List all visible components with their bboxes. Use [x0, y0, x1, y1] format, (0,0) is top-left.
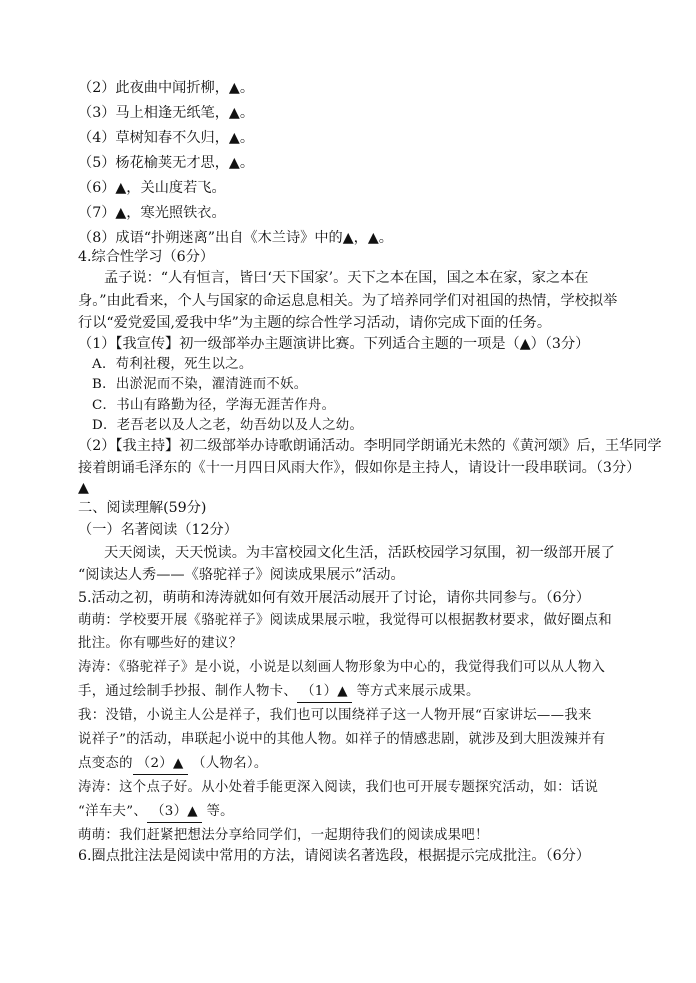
- classic-reading-heading: （一）名著阅读（12分）: [78, 522, 238, 538]
- dialogue-text: 等方式来展示成果。: [356, 684, 480, 699]
- option-c: C．书山有路勤为径，学海无涯苦作舟。: [92, 398, 336, 413]
- blank-2: （2）▲: [133, 754, 188, 775]
- dialogue-taotao-2-line-1: 涛涛：这个点子好。从小处着手能更深入阅读，我们也可开展专题探究活动，如：话说: [78, 780, 599, 795]
- poem-line-8: （8）成语“扑朔迷离”出自《木兰诗》中的▲，▲。: [78, 230, 393, 246]
- mencius-paragraph-line-1: 孟子说：“人有恒言，皆曰‘天下国家’。天下之本在国，国之本在家，家之本在: [104, 270, 589, 286]
- part-2-heading: 二、阅读理解(59分): [78, 500, 207, 516]
- dialogue-me-line-2: 说祥子”的活动，串联起小说中的其他人物。如祥子的情感悲剧，就涉及到大胆泼辣并有: [78, 732, 606, 747]
- dialogue-taotao-2-line-2: [78, 802, 234, 823]
- question-6: 6.圈点批注法是阅读中常用的方法，请阅读名著选段，根据提示完成批注。（6分）: [78, 848, 591, 864]
- reading-intro-line-1: 天天阅读，天天悦读。为丰富校园文化生活，活跃校园学习氛围，初一级部开展了: [104, 545, 615, 561]
- dialogue-text: （人物名）。: [192, 756, 268, 771]
- poem-line-4: （4）草树知春不久归，▲。: [78, 130, 255, 146]
- dialogue-mengmeng-2: 萌萌：我们赶紧把想法分享给同学们，一起期待我们的阅读成果吧！: [78, 828, 489, 843]
- blank-1: （1）▲: [297, 682, 352, 703]
- blank-3: （3）▲: [147, 802, 202, 823]
- dialogue-me-line-1: 我：没错，小说主人公是祥子，我们也可以围绕祥子这一人物开展“百家讲坛——我来: [78, 708, 592, 723]
- option-b: B．出淤泥而不染，濯清涟而不妖。: [92, 377, 308, 392]
- task-1-question: （1）【我宣传】初一级部举办主题演讲比赛。下列适合主题的一项是（▲）（3分）: [78, 336, 590, 352]
- question-5: 5.活动之初，萌萌和涛涛就如何有效开展活动展开了讨论，请你共同参与。（6分）: [78, 590, 591, 606]
- option-a: A．苟利社稷，死生以之。: [92, 357, 253, 372]
- dialogue-taotao-1-line-1: 涛涛：《骆驼祥子》是小说，小说是以刻画人物形象为中心的，我觉得我们可以从人物入: [78, 660, 606, 675]
- dialogue-me-line-3: [78, 754, 268, 775]
- dialogue-mengmeng-1-line-1: 萌萌：学校要开展《骆驼祥子》阅读成果展示啦，我觉得可以根据教材要求，做好圈点和: [78, 613, 612, 628]
- answer-mark: ▲: [78, 480, 89, 496]
- task-2-question-line-1: （2）【我主持】初二级部举办诗歌朗诵活动。李明同学朗诵光未然的《黄河颂》后，王华同学: [78, 438, 662, 454]
- poem-line-7: （7）▲，寒光照铁衣。: [78, 205, 226, 221]
- dialogue-text: 手，通过绘制手抄报、制作人物卡、: [78, 684, 298, 699]
- poem-line-5: （5）杨花榆荚无才思，▲。: [78, 155, 255, 171]
- poem-line-6: （6）▲，关山度若飞。: [78, 180, 226, 196]
- section-4-heading: 4.综合性学习（6分）: [78, 249, 215, 265]
- dialogue-taotao-1-line-2: [78, 682, 480, 703]
- dialogue-text: “洋车夫”、: [78, 804, 148, 819]
- mencius-paragraph-line-2: 身。”由此看来，个人与国家的命运息息相关。为了培养同学们对祖国的热情，学校拟举: [78, 293, 618, 309]
- dialogue-mengmeng-1-line-2: 批注。你有哪些好的建议？: [78, 636, 243, 651]
- dialogue-text: 等。: [206, 804, 234, 819]
- reading-intro-line-2: “阅读达人秀——《骆驼祥子》阅读成果展示”活动。: [78, 567, 405, 583]
- option-d: D．老吾老以及人之老，幼吾幼以及人之幼。: [92, 418, 364, 433]
- poem-line-2: （2）此夜曲中闻折柳，▲。: [78, 80, 255, 96]
- task-2-question-line-2: 接着朗诵毛泽东的《十一月四日风雨大作》，假如你是主持人，请设计一段串联词。（3分）: [78, 460, 641, 476]
- poem-line-3: （3）马上相逢无纸笔，▲。: [78, 105, 255, 121]
- dialogue-text: 点变态的: [78, 756, 133, 771]
- mencius-paragraph-line-3: 行以“爱党爱国,爱我中华”为主题的综合性学习活动，请你完成下面的任务。: [78, 315, 552, 331]
